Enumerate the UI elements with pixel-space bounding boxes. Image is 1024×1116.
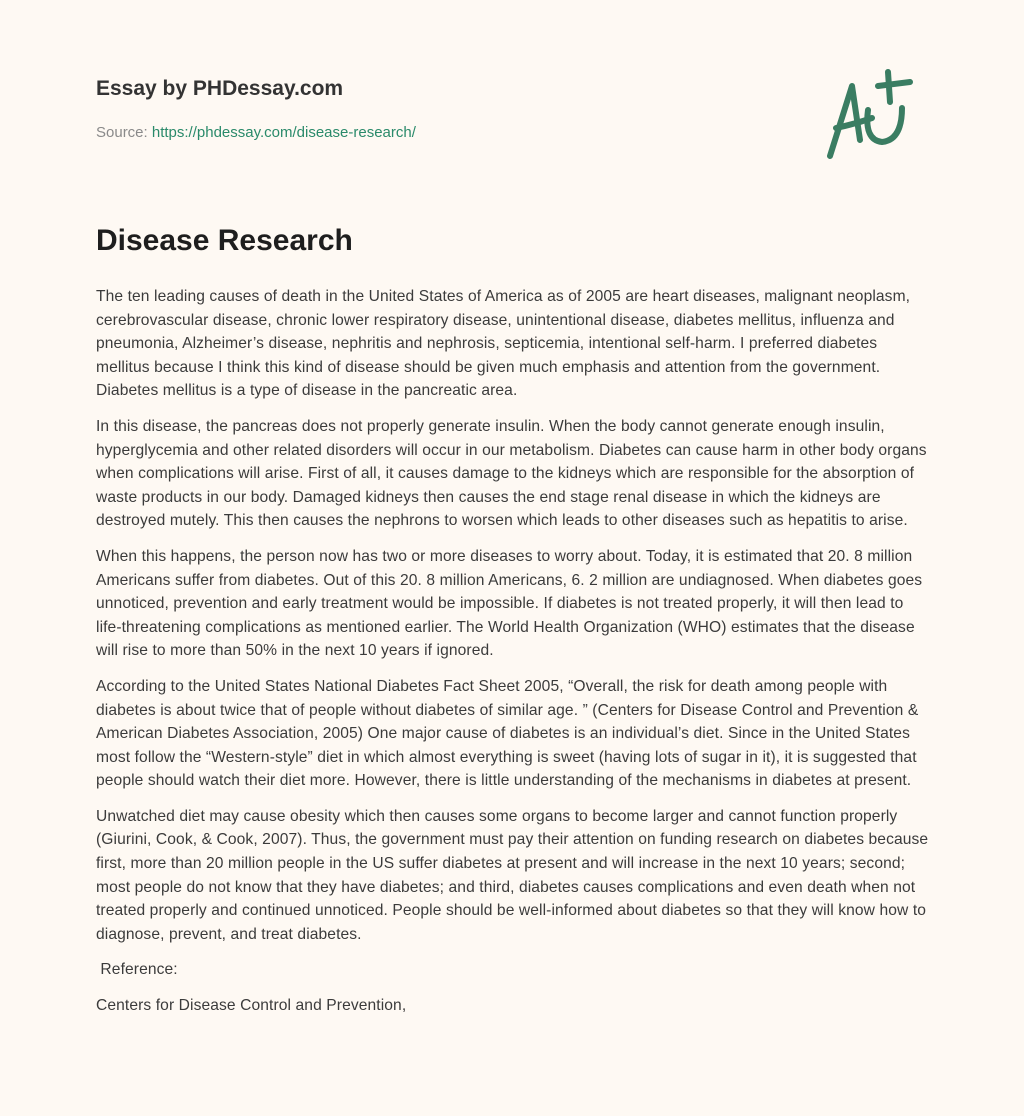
reference-item: Centers for Disease Control and Prevention, [96,997,407,1015]
paragraph: According to the United States National Diabetes Fact Sheet 2005, “Overall, the risk for death among people with diabetes is about twice that of people without diabetes of similar age. ” (Centers for Disease Control and Prevention & American Diabetes Association, 2005) One major cause of diabetes is an individual’s diet. Since in the United States most follow the “Western-style” diet in which almost everything is sweet (having lots of sugar in it), it is suggested that people should watch their diet more. However, there is little understanding of the mechanisms in diabetes at present. [96,677,919,790]
paragraph: Unwatched diet may cause obesity which then causes some organs to become larger and cannot function properly (Giurini, Cook, & Cook, 2007). Thus, the government must pay their attention on funding research on diabetes because first, more than 20 million people in the US suffer diabetes at present and will increase in the next 10 years; second; most people do not know that they have diabetes; and third, diabetes causes complications and even death when not treated properly and continued unnoticed. People should be well-informed about diabetes so that they will know how to diagnose, prevent, and treat diabetes. [96,807,929,943]
essay-body [96,285,932,1030]
site-brand: Essay by PHDessay.com [96,77,344,100]
page-title: Disease Research [96,224,353,257]
paragraph: In this disease, the pancreas does not properly generate insulin. When the body cannot generate enough insulin, hyperglycemia and other related disorders will occur in our metabolism. Diabetes can cause harm in other body organs when complications will arise. First of all, it causes damage to the kidneys which are responsible for the absorption of waste products in our body. Damaged kidneys then causes the end stage renal disease in which the kidneys are destroyed mutely. This then causes the nephrons to worsen which leads to other diseases such as hepatitis to arise. [96,417,927,530]
source-link[interactable]: https://phdessay.com/disease-research/ [151,124,416,141]
reference-heading: Reference: [96,961,178,979]
source-label: Source: [96,124,148,141]
paragraph: When this happens, the person now has two or more diseases to worry about. Today, it is estimated that 20. 8 million Americans suffer from diabetes. Out of this 20. 8 million Americans, 6. 2 million are undiagnosed. When diabetes goes unnoticed, prevention and early treatment would be impossible. If diabetes is not treated properly, it will then lead to life-threatening complications as mentioned earlier. The World Health Organization (WHO) estimates that the disease will rise to more than 50% in the next 10 years if ignored. [96,547,923,660]
source-line [96,124,416,141]
a-plus-logo-icon [820,68,930,164]
paragraph: The ten leading causes of death in the United States of America as of 2005 are heart diseases, malignant neoplasm, cerebrovascular disease, chronic lower respiratory disease, unintentional disease, diabetes mellitus, influenza and pneumonia, Alzheimer’s disease, nephritis and nephrosis, septicemia, intentional self-harm. I preferred diabetes mellitus because I think this kind of disease should be given much emphasis and attention from the government. Diabetes mellitus is a type of disease in the pancreatic area. [96,288,911,400]
